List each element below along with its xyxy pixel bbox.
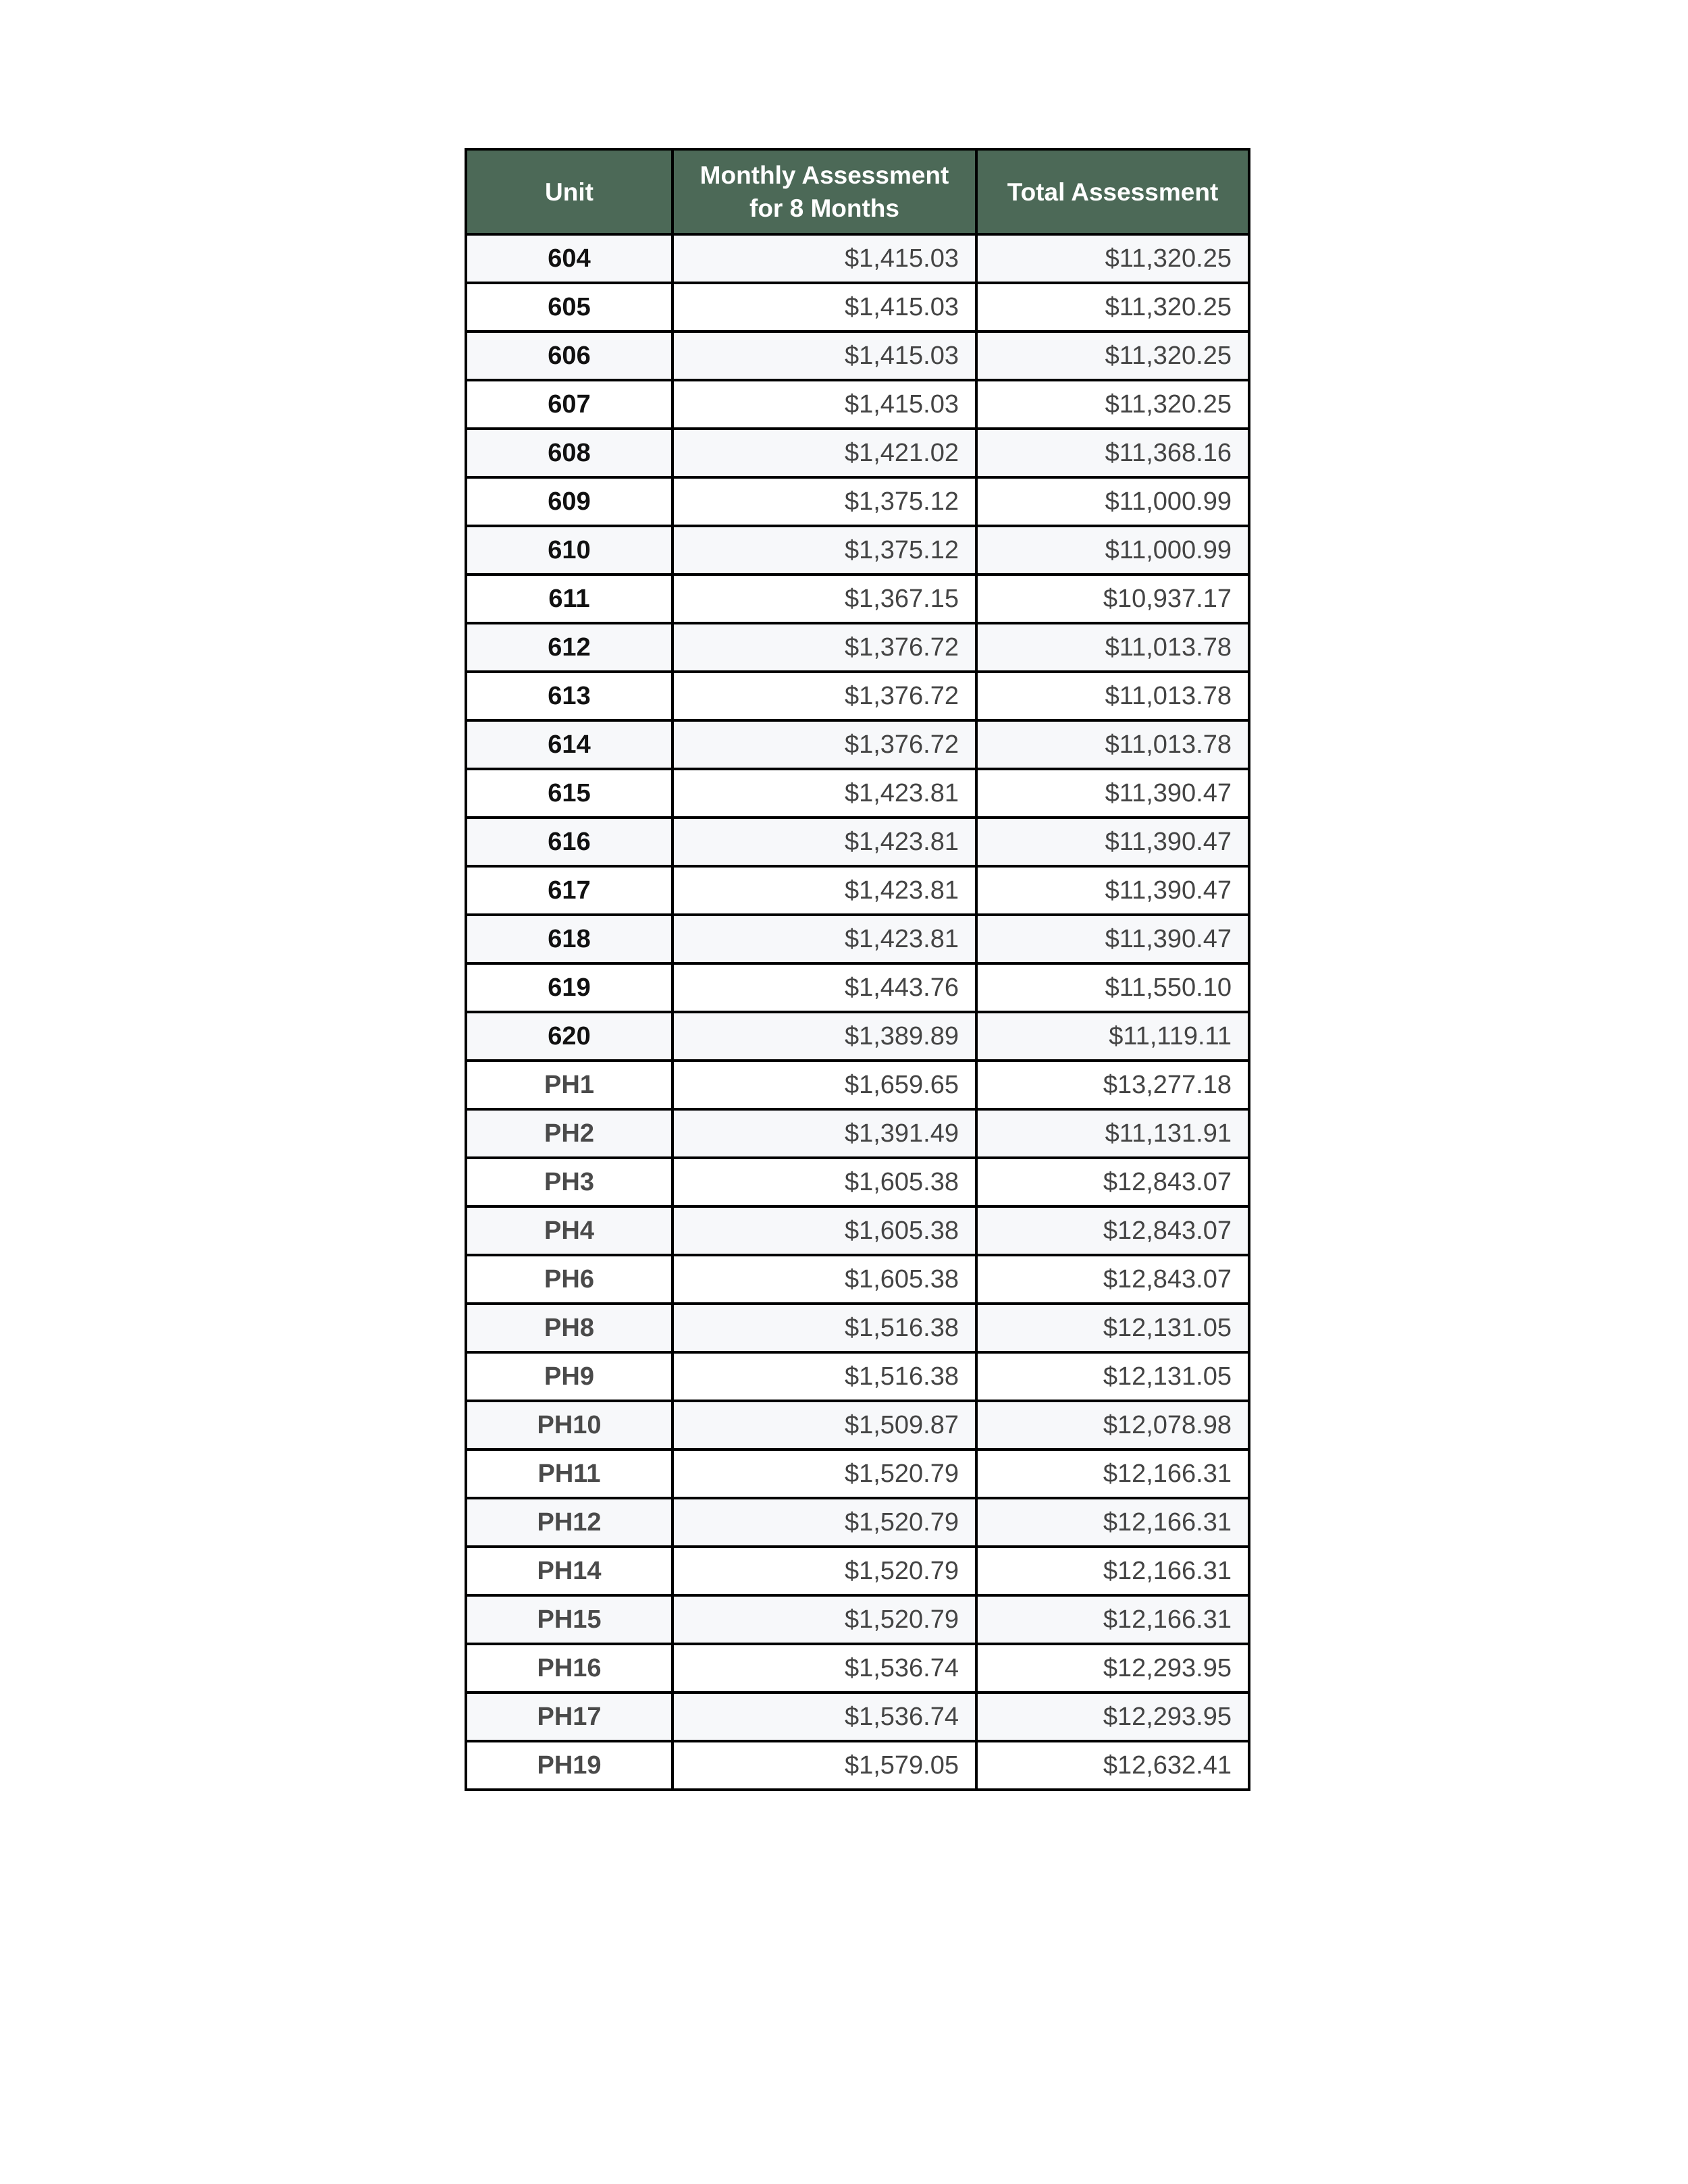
cell-monthly-assessment: $1,423.81 [672,818,976,866]
cell-monthly-assessment: $1,579.05 [672,1741,976,1790]
table-body [466,234,1249,1790]
cell-total-assessment: $11,550.10 [976,963,1249,1012]
cell-unit: 608 [466,429,672,477]
cell-monthly-assessment: $1,375.12 [672,526,976,575]
table-row [466,575,1249,623]
table-header [466,149,1249,234]
table-row [466,331,1249,380]
cell-unit: PH4 [466,1206,672,1255]
cell-monthly-assessment: $1,375.12 [672,477,976,526]
cell-unit: 604 [466,234,672,283]
cell-total-assessment: $12,078.98 [976,1401,1249,1449]
cell-monthly-assessment: $1,509.87 [672,1401,976,1449]
cell-total-assessment: $12,166.31 [976,1498,1249,1547]
cell-monthly-assessment: $1,415.03 [672,283,976,331]
cell-unit: 614 [466,720,672,769]
cell-monthly-assessment: $1,520.79 [672,1547,976,1595]
cell-monthly-assessment: $1,605.38 [672,1158,976,1206]
table-row [466,1547,1249,1595]
column-header-total-assessment: Total Assessment [976,149,1249,234]
cell-total-assessment: $12,293.95 [976,1644,1249,1693]
table-row [466,915,1249,963]
table-row [466,1158,1249,1206]
cell-total-assessment: $11,390.47 [976,866,1249,915]
table-row [466,234,1249,283]
cell-monthly-assessment: $1,659.65 [672,1061,976,1109]
table-row [466,720,1249,769]
cell-total-assessment: $12,166.31 [976,1595,1249,1644]
cell-total-assessment: $11,390.47 [976,818,1249,866]
cell-total-assessment: $11,320.25 [976,380,1249,429]
cell-monthly-assessment: $1,520.79 [672,1449,976,1498]
cell-total-assessment: $10,937.17 [976,575,1249,623]
cell-total-assessment: $11,013.78 [976,623,1249,672]
column-header-unit: Unit [466,149,672,234]
cell-unit: 609 [466,477,672,526]
table-row [466,429,1249,477]
cell-total-assessment: $11,131.91 [976,1109,1249,1158]
cell-unit: PH2 [466,1109,672,1158]
table-row [466,769,1249,818]
table-row [466,1061,1249,1109]
table-row [466,866,1249,915]
cell-unit: 612 [466,623,672,672]
table-row [466,623,1249,672]
cell-unit: PH16 [466,1644,672,1693]
cell-total-assessment: $11,390.47 [976,915,1249,963]
column-header-monthly-assessment: Monthly Assessment for 8 Months [672,149,976,234]
cell-unit: PH8 [466,1304,672,1352]
cell-monthly-assessment: $1,367.15 [672,575,976,623]
cell-unit: PH12 [466,1498,672,1547]
cell-monthly-assessment: $1,415.03 [672,380,976,429]
cell-monthly-assessment: $1,376.72 [672,623,976,672]
table-row [466,1693,1249,1741]
cell-unit: PH3 [466,1158,672,1206]
table-row [466,1012,1249,1061]
cell-unit: PH1 [466,1061,672,1109]
cell-unit: PH17 [466,1693,672,1741]
cell-unit: PH10 [466,1401,672,1449]
cell-monthly-assessment: $1,415.03 [672,331,976,380]
cell-monthly-assessment: $1,605.38 [672,1255,976,1304]
cell-unit: 618 [466,915,672,963]
cell-unit: PH11 [466,1449,672,1498]
table-row [466,963,1249,1012]
cell-unit: PH15 [466,1595,672,1644]
cell-total-assessment: $11,320.25 [976,234,1249,283]
table-row [466,1595,1249,1644]
cell-total-assessment: $12,843.07 [976,1206,1249,1255]
cell-monthly-assessment: $1,391.49 [672,1109,976,1158]
cell-monthly-assessment: $1,536.74 [672,1644,976,1693]
table-row [466,477,1249,526]
cell-unit: PH19 [466,1741,672,1790]
cell-monthly-assessment: $1,516.38 [672,1352,976,1401]
cell-monthly-assessment: $1,415.03 [672,234,976,283]
cell-total-assessment: $11,390.47 [976,769,1249,818]
cell-unit: 611 [466,575,672,623]
assessment-table [465,148,1250,1791]
cell-total-assessment: $11,119.11 [976,1012,1249,1061]
cell-total-assessment: $12,131.05 [976,1304,1249,1352]
cell-monthly-assessment: $1,423.81 [672,769,976,818]
cell-monthly-assessment: $1,516.38 [672,1304,976,1352]
table-row [466,1741,1249,1790]
table-row [466,672,1249,720]
cell-total-assessment: $11,013.78 [976,672,1249,720]
cell-monthly-assessment: $1,376.72 [672,720,976,769]
cell-total-assessment: $11,000.99 [976,477,1249,526]
cell-monthly-assessment: $1,605.38 [672,1206,976,1255]
table-row [466,1449,1249,1498]
cell-unit: PH9 [466,1352,672,1401]
cell-total-assessment: $13,277.18 [976,1061,1249,1109]
cell-unit: 617 [466,866,672,915]
table-row [466,1255,1249,1304]
cell-unit: 619 [466,963,672,1012]
cell-unit: PH14 [466,1547,672,1595]
cell-total-assessment: $12,166.31 [976,1449,1249,1498]
table-row [466,1109,1249,1158]
table-row [466,380,1249,429]
cell-monthly-assessment: $1,423.81 [672,866,976,915]
cell-total-assessment: $12,632.41 [976,1741,1249,1790]
cell-unit: 613 [466,672,672,720]
cell-total-assessment: $11,368.16 [976,429,1249,477]
table-row [466,283,1249,331]
table-row [466,1644,1249,1693]
cell-total-assessment: $12,843.07 [976,1255,1249,1304]
cell-unit: 610 [466,526,672,575]
cell-unit: 607 [466,380,672,429]
cell-unit: 606 [466,331,672,380]
cell-total-assessment: $11,320.25 [976,331,1249,380]
table-row [466,818,1249,866]
header-row [466,149,1249,234]
cell-unit: 616 [466,818,672,866]
cell-total-assessment: $12,131.05 [976,1352,1249,1401]
cell-total-assessment: $11,013.78 [976,720,1249,769]
cell-unit: 605 [466,283,672,331]
table-row [466,1498,1249,1547]
cell-total-assessment: $12,843.07 [976,1158,1249,1206]
cell-unit: PH6 [466,1255,672,1304]
cell-total-assessment: $11,000.99 [976,526,1249,575]
cell-unit: 620 [466,1012,672,1061]
table-row [466,1304,1249,1352]
cell-monthly-assessment: $1,376.72 [672,672,976,720]
cell-monthly-assessment: $1,443.76 [672,963,976,1012]
cell-unit: 615 [466,769,672,818]
table-row [466,1206,1249,1255]
table-row [466,1401,1249,1449]
table-row [466,526,1249,575]
cell-total-assessment: $12,166.31 [976,1547,1249,1595]
cell-monthly-assessment: $1,536.74 [672,1693,976,1741]
table-row [466,1352,1249,1401]
assessment-sheet [465,148,1250,1791]
cell-monthly-assessment: $1,389.89 [672,1012,976,1061]
cell-monthly-assessment: $1,520.79 [672,1595,976,1644]
cell-total-assessment: $11,320.25 [976,283,1249,331]
cell-monthly-assessment: $1,423.81 [672,915,976,963]
cell-monthly-assessment: $1,421.02 [672,429,976,477]
cell-total-assessment: $12,293.95 [976,1693,1249,1741]
cell-monthly-assessment: $1,520.79 [672,1498,976,1547]
